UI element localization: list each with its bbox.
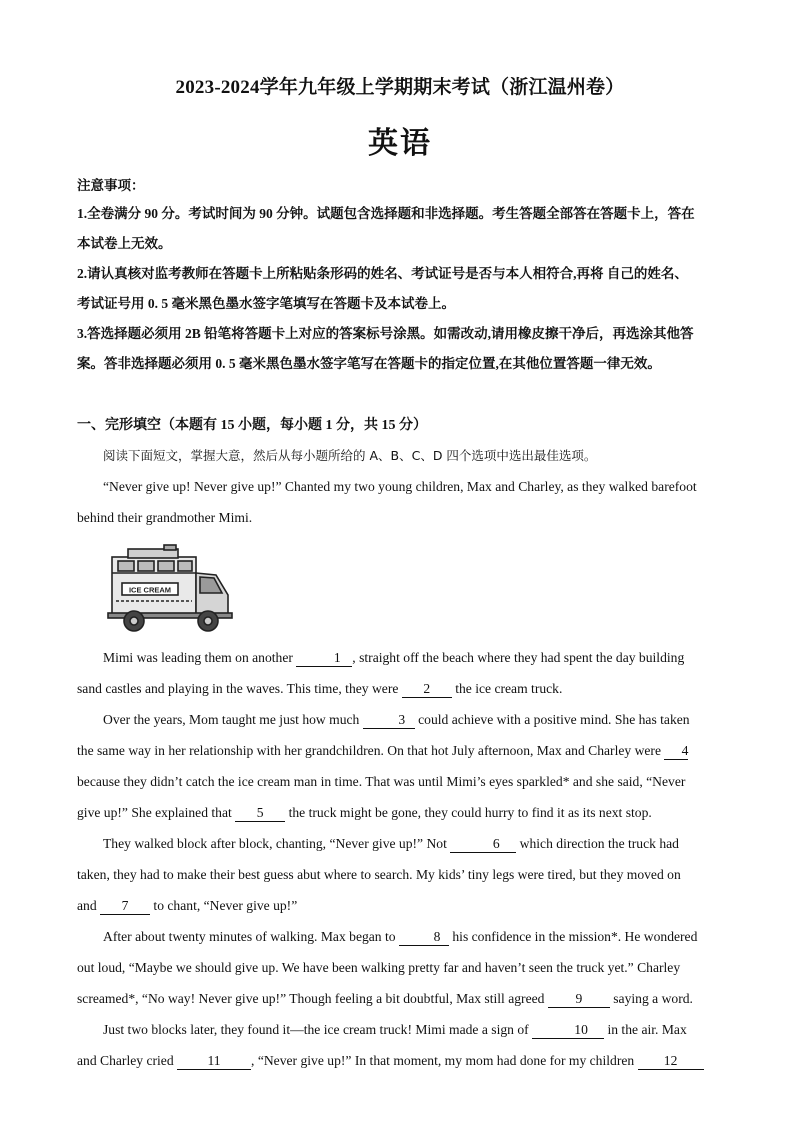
blank-7[interactable]: 7: [100, 897, 150, 915]
blank-6[interactable]: 6: [450, 835, 516, 853]
paragraph-6b: and Charley cried 11 , “Never give up!” In that moment, my mom had done for my children 12: [77, 1045, 724, 1076]
instruction-text: 阅读下面短文，掌握大意，然后从每小题所给的 A、B、C、D 四个选项中选出最佳选项。: [103, 448, 597, 463]
paragraph-4a: They walked block after block, chanting, “Never give up!” Not 6 which direction the truck had: [103, 836, 679, 851]
paragraph-3c: because they didn’t catch the ice cream man in time. That was until Mimi’s eyes sparkled* and she said, “Never: [77, 774, 686, 789]
blank-4[interactable]: 4: [664, 742, 688, 760]
paragraph-1a: “Never give up! Never give up!” Chanted my two young children, Max and Charley, as they walked barefoot: [103, 479, 697, 494]
paragraph-5b: out loud, “Maybe we should give up. We have been walking pretty far and haven’t seen the truck yet.” Charley: [77, 960, 681, 975]
blank-3[interactable]: 3: [363, 711, 415, 729]
blank-2[interactable]: 2: [402, 680, 452, 698]
blank-11[interactable]: 11: [177, 1052, 251, 1070]
section-heading: 一、完形填空（本题有 15 小题，每小题 1 分，共 15 分）: [77, 418, 427, 433]
passage-body: [77, 642, 724, 1076]
blank-10[interactable]: 10: [532, 1021, 604, 1039]
notice-item-1a: 1.全卷满分 90 分。考试时间为 90 分钟。试题包含选择题和非选择题。考生答题全部答在答题卡上，答在: [77, 206, 695, 221]
paragraph-4b: taken, they had to make their best guess abut where to search. My kids’ tiny legs were tired, but they moved on: [77, 867, 681, 882]
paragraph-1b: behind their grandmother Mimi.: [77, 510, 253, 525]
paragraph-2b: sand castles and playing in the waves. This time, they were 2 the ice cream truck.: [77, 681, 563, 696]
notice-section: [77, 173, 727, 379]
paragraph-4c: and 7 to chant, “Never give up!”: [77, 898, 298, 913]
notice-heading: 注意事项：: [77, 178, 145, 193]
paragraph-3b: the same way in her relationship with her grandchildren. On that hot July afternoon, Max and Charley were 4: [77, 743, 689, 758]
truck-sign-text: ICE CREAM: [128, 585, 172, 595]
notice-item-3a: 3.答选择题必须用 2B 铅笔将答题卡上对应的答案标号涂黑。如需改动,请用橡皮擦干净后，再选涂其他答: [77, 326, 694, 341]
paragraph-2a: Mimi was leading them on another 1 , straight off the beach where they had spent the day building: [103, 650, 685, 665]
subject-title: 英语: [368, 127, 432, 160]
ice-cream-truck-image: [104, 543, 238, 633]
notice-item-2a: 2.请认真核对监考教师在答题卡上所粘贴条形码的姓名、考试证号是否与本人相符合,再将 自己的姓名、: [77, 266, 688, 281]
paragraph-3a: Over the years, Mom taught me just how much 3 could achieve with a positive mind. She has taken: [103, 712, 690, 727]
notice-item-1b: 本试卷上无效。: [77, 236, 172, 251]
blank-9[interactable]: 9: [548, 990, 610, 1008]
paragraph-5a: After about twenty minutes of walking. Max began to 8 his confidence in the mission*. He wondered: [103, 929, 698, 944]
paragraph-3d: give up!” She explained that 5 the truck might be gone, they could hurry to find it as its next stop.: [77, 805, 652, 820]
passage-intro: [77, 440, 724, 533]
blank-5[interactable]: 5: [235, 804, 285, 822]
exam-title: 2023-2024学年九年级上学期期末考试（浙江温州卷）: [175, 77, 625, 98]
notice-item-3b: 案。答非选择题必须用 0. 5 毫米黑色墨水签字笔写在答题卡的指定位置,在其他位置答题一律无效。: [77, 356, 661, 371]
paragraph-6a: Just two blocks later, they found it—the ice cream truck! Mimi made a sign of 10 in the air. Max: [103, 1022, 687, 1037]
paragraph-5c: screamed*, “No way! Never give up!” Though feeling a bit doubtful, Max still agreed 9 saying a word.: [77, 991, 693, 1006]
blank-1[interactable]: 1: [296, 649, 352, 667]
notice-item-2b: 考试证号用 0. 5 毫米黑色墨水签字笔填写在答题卡及本试卷上。: [77, 296, 455, 311]
blank-8[interactable]: 8: [399, 928, 449, 946]
blank-12[interactable]: 12: [638, 1052, 704, 1070]
